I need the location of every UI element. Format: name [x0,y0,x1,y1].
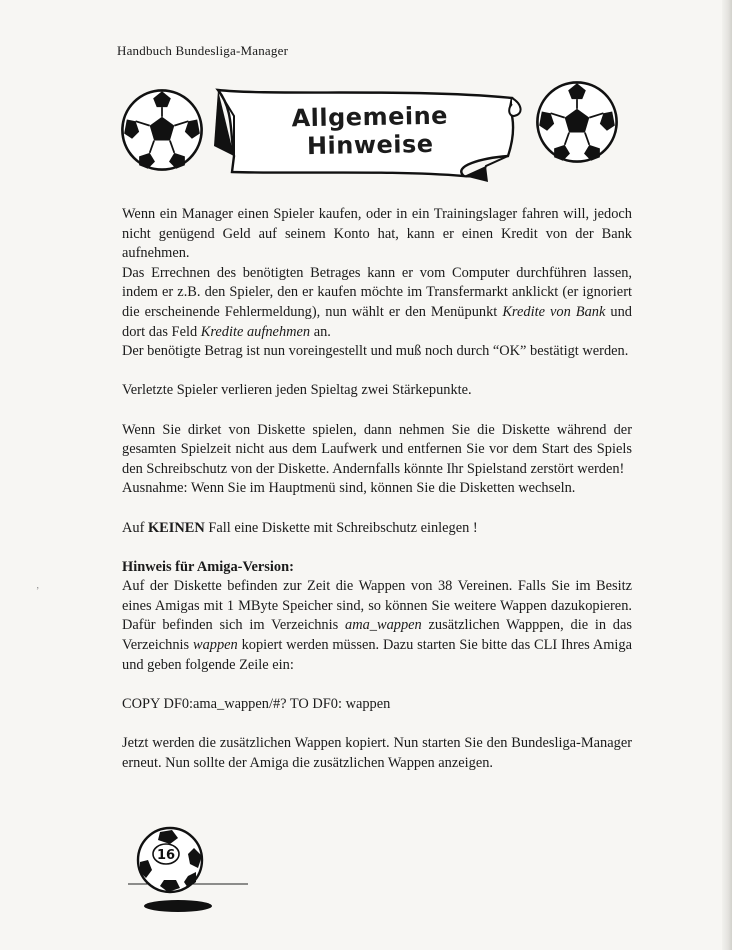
soccer-ball-icon [533,78,621,166]
paragraph-diskette: Wenn Sie dirket von Diskette spielen, dann nehmen Sie die Diskette während der gesamten Spielzeit nicht aus dem Laufwerk und entfernen Sie vor dem Start des Spiels den Schreibschutz von der Diskette. Andernfalls könnte Ihr Spielstand zerstört werden! [122,421,632,477]
page-edge [722,0,732,950]
paragraph-amiga: Auf der Diskette befinden zur Zeit die Wappen von 38 Vereinen. Falls Sie im Besitz eines Amigas mit 1 MByte Speicher sind, so können Sie weitere Wappen dazukopieren. Dafür befinden sich im Verzeichnis ama_wappen zusätzlichen Wapppen, die in das Verzeichnis wappen kopiert werden müssen. Dazu starten Sie bitte das CLI Ihres Amiga und geben folgende Zeile ein: [122,578,632,673]
soccer-ball-icon [118,86,206,174]
field-reference: Kredite aufnehmen [200,323,311,340]
paragraph-betrag: Das Errechnen des benötigten Betrages kann er vom Computer durchführen lassen, indem er z.B. den Spieler, den er kaufen möchte im Transfermarkt anklickt (er ignoriert die erscheinende Fehlermeldung), nun wählt er den Menüpunkt Kredite von Bank und dort das Feld Kredite aufnehmen an. [122,264,632,340]
paragraph-ausnahme: Ausnahme: Wenn Sie im Hauptmenü sind, können Sie die Disketten wechseln. [122,480,576,497]
cli-command: COPY DF0:ama_wappen/#? TO DF0: wappen [122,695,391,712]
paragraph-verletzt: Verletzte Spieler verlieren jeden Spieltag zwei Stärkepunkte. [122,382,472,399]
page-number: 16 [156,848,176,863]
paragraph-voreingestellt: Der benötigte Betrag ist nun voreingestellt und muß noch durch “OK” bestätigt werden. [122,343,629,360]
section-title: Allgemeine Hinweise [291,101,449,161]
directory-reference: wappen [192,637,238,654]
scan-mark: ’ [36,586,40,597]
body-text [122,205,632,773]
paragraph-wappen-kopiert: Jetzt werden die zusätzlichen Wappen kopiert. Nun starten Sie den Bundesliga-Manager erneut. Nun sollte der Amiga die zusätzlichen Wappen anzeigen. [122,735,632,771]
amiga-heading: Hinweis für Amiga-Version: [122,558,294,575]
emphasis: KEINEN [147,519,205,536]
paragraph-schreibschutz: Auf KEINEN Fall eine Diskette mit Schreibschutz einlegen ! [122,519,478,536]
running-header: Handbuch Bundesliga-Manager [117,43,289,58]
menu-item-reference: Kredite von Bank [502,303,606,320]
paragraph-kredit: Wenn ein Manager einen Spieler kaufen, oder in ein Trainingslager fahren will, jedoch nicht genügend Geld auf seinem Konto hat, kann er einen Kredit von der Bank aufnehmen. [122,206,632,262]
directory-reference: ama_wappen [345,617,422,634]
page-number-ball [128,826,248,916]
